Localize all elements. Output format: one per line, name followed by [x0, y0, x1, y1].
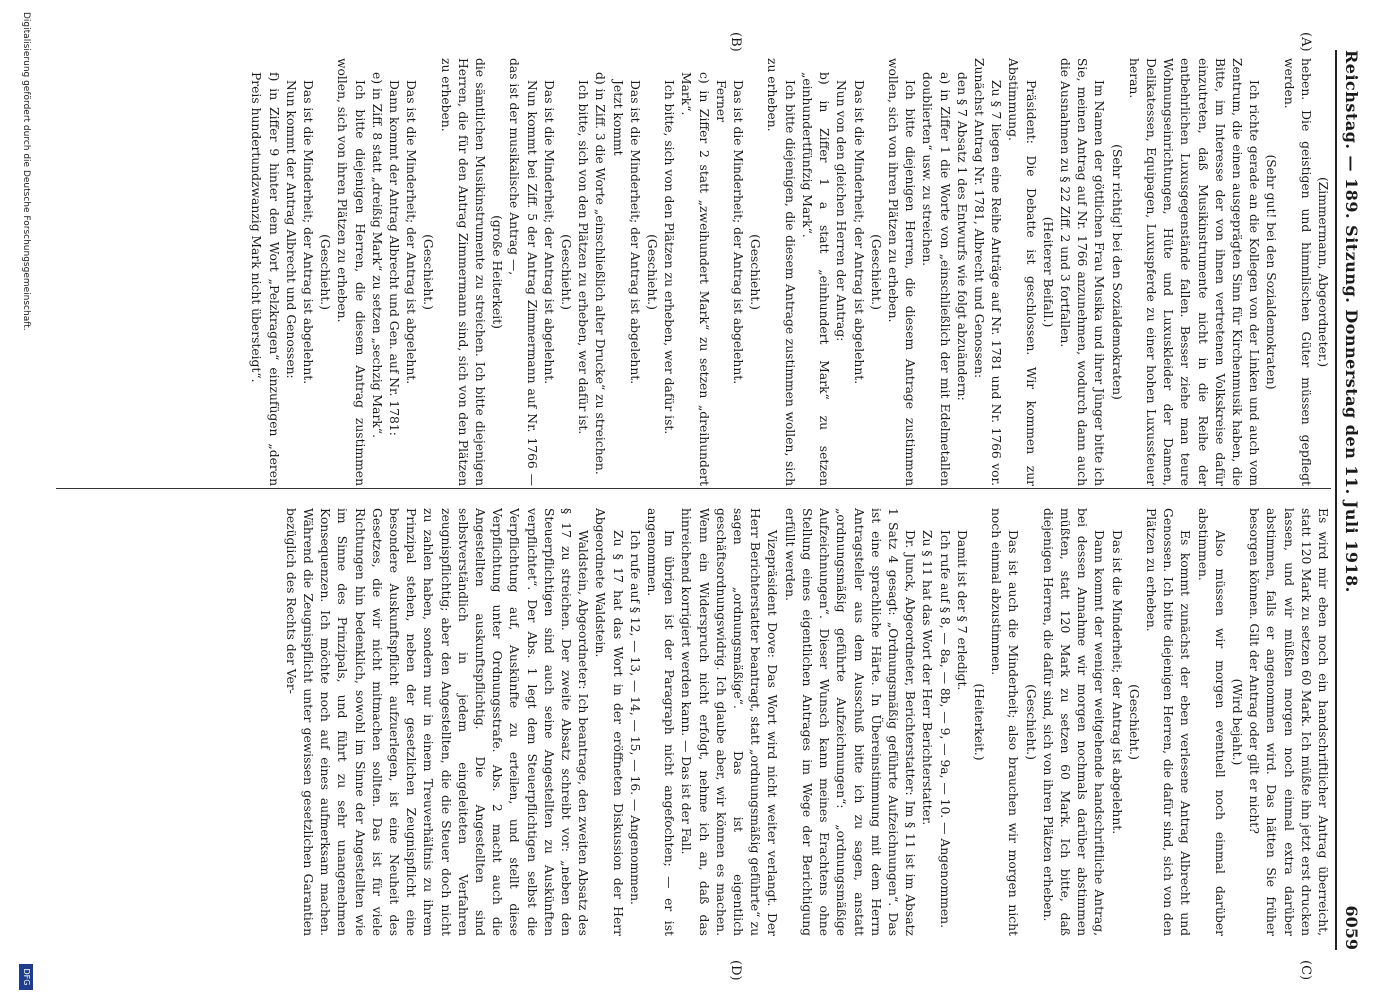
motion-item: e) in Ziff. 8 statt „dreißig Mark“ zu setzen „sechzig Mark“. [369, 72, 384, 438]
interjection: (große Heiterkeit) [490, 215, 505, 329]
paragraph: Das ist die Minderheit; der Antrag ist abgelehnt. [627, 80, 642, 385]
margin-marker-b: (B) [728, 32, 743, 52]
paragraph: Zu § 17 hat das Wort in der eröffneten Diskussion der Herr Abgeordnete Waldstein. [593, 508, 625, 936]
paragraph: Jetzt kommt [610, 80, 625, 156]
paragraph: Ich bitte, sich von den Plätzen zu erheben, wer dafür ist. [662, 80, 677, 435]
president-statement: Präsident: Die Debatte ist geschlossen. Wir kommen zur Abstimmung. [1006, 58, 1038, 486]
paragraph: Damit ist der § 7 erledigt. [954, 530, 969, 691]
motion-item: a) in Ziffer 1 die Worte von „einschließlich der mit Edelmetallen doublierten“ usw. zu streichen. [920, 72, 952, 486]
right-text-column [59, 508, 1331, 936]
paragraph: Das ist die Minderheit; der Antrag ist abgelehnt. [851, 80, 866, 385]
digitization-footer [11, 0, 37, 990]
paragraph: Im Namen der göttlichen Frau Musika und ihrer Jünger bitte ich Sie, meinen Antrag auf Nr. 1766 anzunehmen, wodurch dann auch die Ausnahmen zu § 22 Ziff. 2 und 3 fortfallen. [1057, 58, 1107, 486]
paragraph: Zu § 11 hat das Wort der Herr Berichterstatter. [920, 530, 935, 826]
interjection: (Heiterer Beifall.) [1040, 216, 1055, 328]
interjection: (Sehr gut! bei den Sozialdemokraten) [1264, 154, 1279, 390]
paragraph: Zu § 7 liegen eine Reihe Anträge auf Nr. 1781 und Nr. 1766 vor. Zunächst Antrag Nr. 1781, Albrecht und Genossen: [971, 58, 1004, 486]
funding-note: Digitalisierung gefördert durch die Deutsche Forschungsgemeinschaft. [21, 12, 31, 331]
interjection: (Geschieht.) [748, 234, 763, 310]
header-title: Reichstag. — 189. Sitzung. Donnerstag den 11. Juli 1918. [1342, 50, 1361, 593]
page-number: 6059 [1342, 905, 1361, 950]
paragraph: Im übrigen ist der Paragraph nicht angefochten; — er ist angenommen. [645, 508, 677, 936]
paragraph: Dann kommt der weniger weitgehende handschriftliche Antrag, bei dessen Annahme wir morgen nochmals darüber abstimmen müßten, statt 120 Mark zu setzen 60 Mark. Ich bitte, daß diejenigen Herren, die dafür sind, sich von ihren Plätzen erheben. [1040, 508, 1107, 936]
interjection: (Geschieht.) [1126, 684, 1141, 760]
paragraph: Es kommt zunächst der eben verlesene Antrag Albrecht und Genossen. Ich bitte diejenigen Herren, die dafür sind, sich von den Plätzen zu erheben. [1143, 508, 1193, 936]
paragraph: heben. Die geistigen und himmlischen Güter müssen gepflegt werden. [1281, 58, 1313, 486]
left-text-column [59, 58, 1331, 486]
speaker-statement: Waldstein, Abgeordneter: Ich beantrage, den zweiten Absatz des § 17 zu streichen. Der zweite Absatz schreibt vor: „neben den Steuerpflichtigen sind auch seine Angestellten zu Auskünften verpflichtet“. Der Abs. 1 legt dem Steuerpflichtigen selbst die Verpflichtung auf, Auskünfte zu erteilen, und stellt diese Verpflichtung unter Ordnungsstrafe. Abs. 2 macht auch die Angestellten auskunftspflichtig. Die Angestellten sind selbstverständlich in jedem eingeleiteten Verfahren zeugnispflichtig; aber den Angestellten, die die Steuer doch nicht zu zahlen haben, sondern nur in einem Treuverhältnis zu ihrem Prinzipal stehen, neben der gesetzlichen Zeugnispflicht eine besondere Auskunftspflicht aufzuerlegen, ist eine Neuheit des Gesetzes, die wir nicht mitmachen sollten. Das ist für viele Richtungen hin bedenklich, sowohl im Sinne der Angestellten wie im Sinne des Prinzipals, und führt zu sehr unangenehmen Konsequenzen. Ich möchte noch auf eines aufmerksam machen. Während die Zeugnispflicht unter gewissen gesetzlichen Garantien bezüglich des Rechts der Ver- [283, 508, 591, 936]
interjection: (Heiterkeit.) [971, 683, 986, 761]
dfg-logo: DFG [19, 964, 33, 990]
motion-text: den § 7 Absatz 1 des Entwurfs wie folgt abzuändern: [954, 72, 969, 401]
paragraph: Das ist die Minderheit; der Antrag ist abgelehnt. [731, 80, 746, 385]
paragraph: Nun kommt der Antrag Albrecht und Genossen: [283, 80, 298, 379]
header-rule [1335, 50, 1337, 950]
motion-item: d) in Ziff. 3 die Worte „einschließlich alter Drucke“ zu streichen. [593, 72, 608, 475]
paragraph: Nun von den gleichen Herren der Antrag: [834, 80, 849, 342]
paragraph: Ich rufe auf § 12, — 13, — 14, — 15, — 16. — Angenommen. [627, 530, 642, 905]
margin-marker-a: (A) [1298, 32, 1313, 52]
paragraph: Das ist die Minderheit; der Antrag ist abgelehnt. [541, 80, 556, 385]
margin-marker-c: (C) [1298, 960, 1313, 981]
motion-item: b) in Ziffer 1 a statt „einhundert Mark“ zu setzen „einhundertfünfzig Mark“. [799, 72, 832, 486]
interjection: (Geschieht.) [645, 234, 660, 310]
motion-item: c) in Ziffer 2 statt „zweihundert Mark“ zu setzen „dreihundert Mark“. [679, 72, 711, 486]
column-divider [56, 488, 1331, 489]
interjection: (Geschieht.) [559, 234, 574, 310]
rapporteur-statement: Dr. Junck, Abgeordneter, Berichterstatter: Im § 11 ist im Absatz 1 Satz 4 gesagt: „Ordnungsmäßig geführte Aufzeichnungen“. Das ist eine sprachliche Härte. In Übereinstimmung mit dem Herrn Antragsteller aus dem Ausschuß bitte ich zu sagen, anstatt „ordnungsmäßig geführte Aufzeichnungen“: „ordnungsmäßige Aufzeichnungen“. Dieser Wunsch kann meines Erachtens ohne Stellung eines eigentlichen Antrages im Wege der Berichtigung erfüllt werden. [782, 508, 918, 936]
paragraph: Das ist auch die Minderheit; also brauchen wir morgen nicht noch einmal abzustimmen. [989, 508, 1021, 936]
motion-item: f) in Ziffer 9 hinter dem Wort „Pelzkragen“ einzufügen „deren Preis hundertundzwanzig Mark nicht übersteigt“. [249, 72, 281, 486]
margin-marker-d: (D) [728, 960, 743, 981]
interjection: (Geschieht.) [318, 234, 333, 310]
paragraph: Ich richte gerade an die Kollegen von der Linken und auch vom Zentrum, die einen ausgeprägten Sinn für Kirchenmusik haben, die Bitte, im Interesse der von ihnen vertretenen Volkskreise dafür einzutreten, daß Musikinstrumente nicht in die Reihe der entbehrlichen Luxusgegenstände fallen. Besser ziehe man teure Wohnungseinrichtungen, Hüte und Luxuskleider der Damen, Delikatessen, Equipagen, Luxuspferde zu einer hohen Luxussteuer heran. [1126, 58, 1262, 486]
paragraph: Das ist die Minderheit; der Antrag ist abgelehnt. [404, 80, 419, 385]
paragraph: Ich bitte diejenigen, die diesem Antrage zustimmen wollen, sich zu erheben. [765, 58, 797, 486]
interjection: (Sehr richtig! bei den Sozialdemokraten) [1109, 144, 1124, 400]
interjection: (Geschieht.) [868, 234, 883, 310]
interjection: (Wird bejaht.) [1229, 678, 1244, 766]
paragraph: Ferner [713, 80, 728, 123]
interjection: (Geschieht.) [421, 234, 436, 310]
paragraph: Nun kommt bei Ziff. 5 der Antrag Zimmermann auf Nr. 1766 — das ist der musikalische Antrag —, [507, 58, 539, 486]
vice-president-statement: Vizepräsident Dove: Das Wort wird nicht weiter verlangt. Der Herr Berichterstatter beantragt, statt „ordnungsmäßig geführte“ zu sagen „ordnungsmäßige“. Das ist eigentlich geschäftsordnungswidrig. Ich glaube aber, wir können es machen. Wenn ein Widerspruch nicht erfolgt, nehme ich an, daß das hinreichend korrigiert werden kann. — Das ist der Fall. [679, 508, 780, 936]
paragraph: Ich rufe auf § 8, — 8a, — 8b, — 9, — 9a, — 10. — Angenommen. [937, 530, 952, 929]
paragraph: Ich bitte diejenigen Herren, die diesem Antrag zustimmen wollen, sich von ihren Plätzen zu erheben. [335, 58, 367, 486]
speaker-continuation: (Zimmermann, Abgeordneter.) [1316, 176, 1330, 368]
paragraph: Es wird mir eben noch ein handschriftlicher Antrag überreicht, statt 120 Mark zu setzen 60 Mark. Ich müßte ihn jetzt erst drucken lassen, und wir müßten morgen noch einmal extra darüber abstimmen, falls er angenommen wird. Das hätten Sie früher besorgen können. Gilt der Antrag oder gilt er nicht? [1247, 508, 1330, 936]
paragraph: Dann kommt der Antrag Albrecht und Gen. auf Nr. 1781: [387, 80, 402, 436]
paragraph: Das ist die Minderheit; der Antrag ist abgelehnt. [301, 80, 316, 385]
paragraph: Ich bitte diejenigen Herren, die diesem Antrage zustimmen wollen, sich von ihren Plätzen zu erheben. [885, 58, 918, 486]
paragraph: Also müssen wir morgen eventuell noch einmal darüber abstimmen. [1195, 508, 1227, 936]
paragraph: die sämtlichen Musikinstrumente zu streichen. Ich bitte diejenigen Herren, die für den Antrag Zimmermann sind, sich von den Plätzen zu erheben. [438, 58, 488, 486]
page-header [1335, 50, 1361, 950]
paragraph: Ich bitte, sich von den Plätzen zu erheben, wer dafür ist. [576, 80, 591, 435]
interjection: (Geschieht.) [1023, 684, 1038, 760]
paragraph: Das ist die Minderheit; der Antrag ist abgelehnt. [1109, 530, 1124, 835]
